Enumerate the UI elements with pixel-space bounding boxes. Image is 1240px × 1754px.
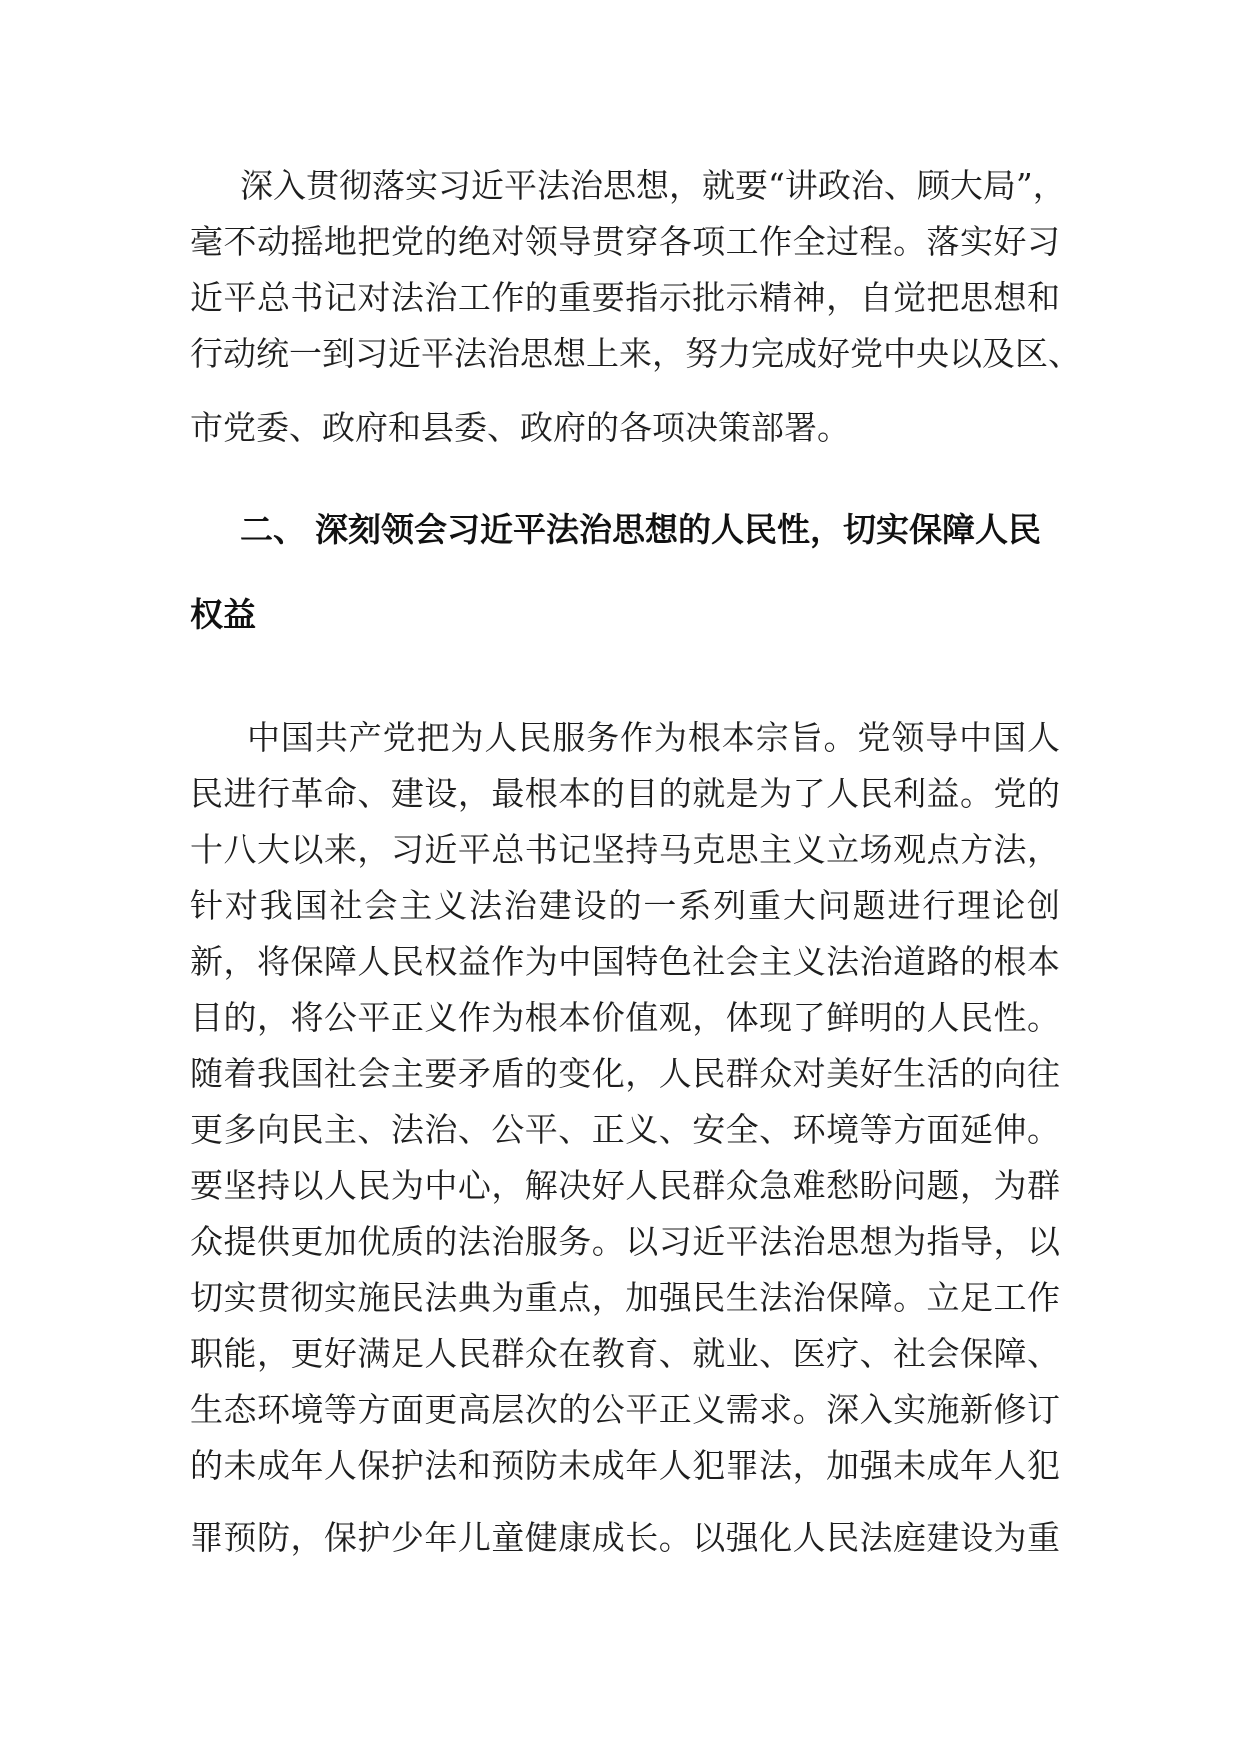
paragraph-2-line-8: 更多向民主、法治、公平、正义、安全、环境等方面延伸。 [190, 1110, 1060, 1149]
paragraph-2-line-6: 目的，将公平正义作为根本价值观，体现了鲜明的人民性。 [190, 998, 1060, 1037]
paragraph-1-line-2: 毫不动摇地把党的绝对领导贯穿各项工作全过程。落实好习 [190, 222, 1060, 261]
paragraph-2-line-3: 十八大以来，习近平总书记坚持马克思主义立场观点方法， [190, 830, 1060, 869]
paragraph-2-line-4: 针对我国社会主义法治建设的一系列重大问题进行理论创 [190, 886, 1060, 925]
paragraph-2-line-12: 职能，更好满足人民群众在教育、就业、医疗、社会保障、 [190, 1334, 1060, 1373]
paragraph-2-line-15: 罪预防，保护少年儿童健康成长。以强化人民法庭建设为重 [190, 1518, 1060, 1557]
paragraph-2-line-13: 生态环境等方面更高层次的公平正义需求。深入实施新修订 [190, 1390, 1060, 1429]
paragraph-2-line-14: 的未成年人保护法和预防未成年人犯罪法，加强未成年人犯 [190, 1446, 1060, 1485]
paragraph-2-line-10: 众提供更加优质的法治服务。以习近平法治思想为指导，以 [190, 1222, 1060, 1261]
section-2-number: 二、 [240, 510, 306, 549]
paragraph-2-line-7: 随着我国社会主要矛盾的变化，人民群众对美好生活的向往 [190, 1054, 1060, 1093]
paragraph-2-line-9: 要坚持以人民为中心，解决好人民群众急难愁盼问题，为群 [190, 1166, 1060, 1205]
paragraph-1-line-3: 近平总书记对法治工作的重要指示批示精神，自觉把思想和 [190, 278, 1060, 317]
paragraph-2-line-2: 民进行革命、建设，最根本的目的就是为了人民利益。党的 [190, 774, 1060, 813]
paragraph-1-line-4: 行动统一到习近平法治思想上来，努力完成好党中央以及区、 [190, 334, 1081, 373]
section-2-heading [240, 510, 1041, 550]
paragraph-2-line-5: 新，将保障人民权益作为中国特色社会主义法治道路的根本 [190, 942, 1060, 981]
paragraph-1-line-1: 深入贯彻落实习近平法治思想，就要“讲政治、顾大局”， [240, 166, 1066, 205]
section-2-title-line-2: 权益 [190, 595, 256, 634]
section-2-title-line-1: 深刻领会习近平法治思想的人民性，切实保障人民 [315, 510, 1041, 549]
paragraph-1-line-5: 市党委、政府和县委、政府的各项决策部署。 [190, 408, 850, 447]
paragraph-2-line-11: 切实贯彻实施民法典为重点，加强民生法治保障。立足工作 [190, 1278, 1060, 1317]
paragraph-2-line-1: 中国共产党把为人民服务作为根本宗旨。党领导中国人 [247, 718, 1060, 757]
